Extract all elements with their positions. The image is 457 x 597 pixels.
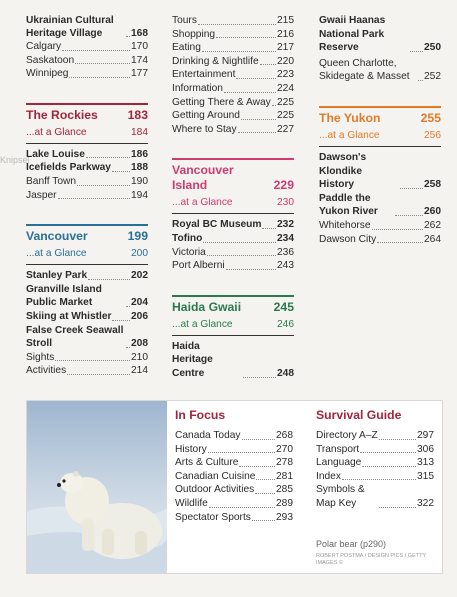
toc-entry-page: 223 bbox=[277, 69, 294, 81]
toc-entry-label: Symbols & Map Key bbox=[316, 484, 365, 509]
toc-entry-label: Haida Heritage Centre bbox=[172, 340, 213, 379]
toc-entry-label: Victoria bbox=[172, 246, 206, 258]
photo-credit: ROBERT POSTMA / DESIGN PICS / GETTY IMAGES © bbox=[316, 553, 427, 566]
toc-entry-label: Wildlife bbox=[175, 497, 208, 509]
glance-label: ...at a Glance bbox=[172, 197, 233, 209]
dot-leader bbox=[260, 64, 276, 65]
dot-leader bbox=[62, 50, 130, 51]
survival-guide-section bbox=[316, 407, 434, 511]
toc-entry-page: 202 bbox=[131, 270, 148, 282]
glance-label: ...at a Glance bbox=[26, 248, 87, 260]
glance-label: ...at a Glance bbox=[26, 126, 87, 138]
toc-entry-page: 214 bbox=[131, 365, 148, 377]
toc-entry-page: 306 bbox=[417, 443, 434, 455]
toc-entry-label: Getting There & Away bbox=[172, 96, 271, 108]
toc-entry-page: 285 bbox=[276, 484, 293, 496]
polar-bear-photo bbox=[27, 401, 167, 573]
toc-entry-label: Information bbox=[172, 82, 223, 94]
toc-entry-page: 258 bbox=[424, 179, 441, 191]
toc-entry-page: 313 bbox=[417, 457, 434, 469]
toc-entry[interactable] bbox=[316, 429, 434, 443]
toc-entry-page: 250 bbox=[424, 42, 441, 54]
toc-entry-page: 252 bbox=[424, 71, 441, 83]
toc-entry-label: Granville Island Public Market bbox=[26, 283, 102, 309]
toc-entry[interactable] bbox=[319, 233, 441, 247]
section-heading[interactable] bbox=[172, 300, 294, 315]
toc-entry[interactable] bbox=[316, 443, 434, 457]
at-a-glance-link[interactable] bbox=[26, 126, 148, 144]
toc-entry[interactable] bbox=[26, 14, 148, 40]
photo-caption: Polar bear (p290) bbox=[316, 539, 387, 549]
dot-leader bbox=[255, 493, 275, 494]
toc-entry[interactable] bbox=[319, 192, 441, 219]
toc-entry-label: Canada Today bbox=[175, 430, 241, 441]
toc-entry[interactable] bbox=[172, 55, 294, 69]
glance-page: 246 bbox=[277, 318, 294, 330]
toc-entry-label: Winnipeg bbox=[26, 68, 69, 80]
toc-entry-page: 264 bbox=[424, 233, 441, 245]
toc-entry-page: 278 bbox=[276, 457, 293, 469]
toc-entry[interactable] bbox=[316, 470, 434, 484]
dot-leader bbox=[77, 185, 130, 186]
toc-entry[interactable] bbox=[26, 351, 148, 365]
toc-entry-page: 208 bbox=[131, 338, 148, 350]
toc-entry[interactable] bbox=[26, 269, 148, 283]
dot-leader bbox=[88, 279, 130, 280]
glance-label: ...at a Glance bbox=[172, 318, 233, 330]
section-page: 245 bbox=[273, 299, 294, 314]
dot-leader bbox=[126, 347, 130, 348]
toc-entry-page: 322 bbox=[417, 497, 434, 509]
toc-entry-label: Canadian Cuisine bbox=[175, 470, 256, 482]
dot-leader bbox=[209, 507, 275, 508]
section-haida-gwaii bbox=[172, 295, 294, 381]
dot-leader bbox=[216, 37, 276, 38]
in-focus-heading: In Focus bbox=[175, 408, 226, 422]
at-a-glance-link[interactable] bbox=[319, 129, 441, 147]
toc-entry-page: 216 bbox=[277, 28, 294, 40]
dot-leader bbox=[418, 80, 423, 81]
dot-leader bbox=[379, 507, 416, 508]
dot-leader bbox=[112, 320, 130, 321]
toc-entry[interactable] bbox=[316, 483, 434, 510]
section-heading[interactable] bbox=[172, 163, 294, 193]
toc-entry[interactable] bbox=[172, 109, 294, 123]
toc-entry[interactable] bbox=[319, 219, 441, 233]
toc-entry-label: Sights bbox=[26, 351, 55, 363]
toc-entry-page: 281 bbox=[276, 470, 293, 482]
bottom-panel bbox=[26, 400, 443, 574]
section-vancouver bbox=[26, 224, 148, 378]
dot-leader bbox=[256, 479, 275, 480]
toc-entry[interactable] bbox=[26, 283, 148, 310]
section-title: The Rockies bbox=[26, 107, 98, 122]
toc-entry[interactable] bbox=[172, 123, 294, 137]
toc-entry[interactable] bbox=[172, 41, 294, 55]
toc-entry[interactable] bbox=[175, 483, 293, 497]
toc-entry-label: Ukrainian Cultural Heritage Village bbox=[26, 15, 114, 39]
toc-entry[interactable] bbox=[26, 67, 148, 81]
section-title: Haida Gwaii bbox=[172, 299, 242, 314]
dot-leader bbox=[236, 78, 276, 79]
toc-entry-page: 262 bbox=[424, 219, 441, 231]
toc-entry-label: Entertainment bbox=[172, 69, 236, 81]
dot-leader bbox=[272, 105, 276, 106]
toc-entry-label: Skiing at Whistler bbox=[26, 310, 112, 322]
toc-entry[interactable] bbox=[319, 151, 441, 192]
toc-column-2 bbox=[172, 14, 294, 381]
toc-entry[interactable] bbox=[175, 456, 293, 470]
toc-entry[interactable] bbox=[172, 82, 294, 96]
toc-entry[interactable] bbox=[316, 456, 434, 470]
toc-entry-page: 220 bbox=[277, 55, 294, 67]
toc-entry-page: 289 bbox=[276, 497, 293, 509]
glance-page: 230 bbox=[277, 197, 294, 209]
toc-entry[interactable] bbox=[26, 54, 148, 68]
section-title: The Yukon bbox=[319, 110, 381, 125]
toc-entry-label: Outdoor Activities bbox=[175, 484, 255, 496]
toc-entry-label: Eating bbox=[172, 42, 201, 54]
dot-leader bbox=[55, 360, 130, 361]
section-title: Vancouver Island bbox=[172, 163, 234, 193]
toc-entry[interactable] bbox=[175, 443, 293, 457]
dot-leader bbox=[238, 132, 276, 133]
toc-entry-page: 168 bbox=[131, 28, 148, 39]
toc-entry-label: Saskatoon bbox=[26, 54, 75, 66]
section-heading[interactable] bbox=[26, 229, 148, 244]
toc-column-3 bbox=[319, 14, 441, 246]
section-the-yukon bbox=[319, 106, 441, 246]
toc-entry[interactable] bbox=[175, 470, 293, 484]
toc-entry-page: 315 bbox=[417, 470, 434, 482]
toc-entry-page: 270 bbox=[276, 443, 293, 455]
toc-entry-label: History bbox=[175, 443, 207, 455]
dot-leader bbox=[400, 188, 423, 189]
glance-page: 256 bbox=[424, 129, 441, 141]
toc-entry-label: Tofino bbox=[172, 232, 203, 244]
toc-entry-label: Queen Charlotte, Skidegate & Masset bbox=[319, 57, 410, 83]
toc-entry[interactable] bbox=[172, 259, 294, 273]
watermark-text: Knipsel bbox=[0, 155, 30, 165]
toc-entry-label: Icefields Parkway bbox=[26, 162, 111, 174]
toc-entry[interactable] bbox=[175, 429, 293, 443]
dot-leader bbox=[342, 479, 416, 480]
dot-leader bbox=[75, 63, 130, 64]
toc-entry-page: 227 bbox=[277, 123, 294, 135]
toc-entry-label: Lake Louise bbox=[26, 148, 85, 160]
toc-entry-label: Stanley Park bbox=[26, 270, 88, 282]
dot-leader bbox=[226, 269, 276, 270]
dot-leader bbox=[242, 439, 275, 440]
toc-entry[interactable] bbox=[26, 161, 148, 175]
toc-entry[interactable] bbox=[26, 324, 148, 351]
toc-entry[interactable] bbox=[172, 232, 294, 246]
dot-leader bbox=[112, 171, 130, 172]
dot-leader bbox=[395, 215, 423, 216]
toc-entry-page: 194 bbox=[131, 189, 148, 201]
glance-label: ...at a Glance bbox=[319, 129, 380, 141]
toc-entry-page: 190 bbox=[131, 175, 148, 187]
toc-entry[interactable] bbox=[319, 57, 441, 84]
toc-entry-label: Activities bbox=[26, 365, 67, 377]
toc-entry-label: Drinking & Nightlife bbox=[172, 55, 259, 67]
section-page: 229 bbox=[273, 178, 294, 193]
dot-leader bbox=[86, 157, 130, 158]
dot-leader bbox=[126, 36, 130, 37]
toc-entry-label: Jasper bbox=[26, 189, 57, 201]
toc-entry[interactable] bbox=[26, 175, 148, 189]
dot-leader bbox=[58, 198, 130, 199]
toc-entry-label: Directory A–Z bbox=[316, 430, 378, 441]
toc-entry-label: Banff Town bbox=[26, 175, 77, 187]
dot-leader bbox=[362, 466, 416, 467]
toc-entry[interactable] bbox=[26, 310, 148, 324]
toc-entry[interactable] bbox=[172, 68, 294, 82]
dot-leader bbox=[252, 520, 275, 521]
dot-leader bbox=[224, 92, 276, 93]
dot-leader bbox=[67, 374, 130, 375]
survival-guide-heading: Survival Guide bbox=[316, 408, 402, 422]
toc-entry[interactable] bbox=[26, 148, 148, 162]
section-page: 199 bbox=[127, 229, 148, 244]
toc-entry-label: Tours bbox=[172, 15, 197, 26]
toc-entry-label: Arts & Culture bbox=[175, 457, 239, 469]
toc-entry-page: 260 bbox=[424, 206, 441, 218]
toc-entry-page: 204 bbox=[131, 297, 148, 309]
toc-entry[interactable] bbox=[172, 28, 294, 42]
toc-entry[interactable] bbox=[175, 511, 293, 525]
toc-entry-label: Dawson's Klondike History bbox=[319, 151, 367, 191]
glance-page: 184 bbox=[131, 126, 148, 138]
toc-entry-page: 188 bbox=[131, 162, 148, 174]
glance-page: 200 bbox=[131, 248, 148, 260]
toc-entry-label: Language bbox=[316, 457, 362, 469]
toc-entry-page: 234 bbox=[277, 232, 294, 244]
toc-entry-page: 236 bbox=[277, 246, 294, 258]
section-page: 183 bbox=[127, 107, 148, 122]
toc-entry-label: Port Alberni bbox=[172, 260, 225, 272]
toc-entry-page: 206 bbox=[131, 310, 148, 322]
dot-leader bbox=[377, 242, 423, 243]
toc-entry-page: 293 bbox=[276, 511, 293, 523]
toc-entry-page: 224 bbox=[277, 82, 294, 94]
toc-entry-page: 297 bbox=[417, 430, 434, 441]
toc-entry-label: Whitehorse bbox=[319, 219, 371, 231]
section-title: Vancouver bbox=[26, 229, 88, 244]
at-a-glance-link[interactable] bbox=[26, 247, 148, 265]
at-a-glance-link[interactable] bbox=[172, 318, 294, 336]
toc-entry-label: Gwaii Haanas National Park Reserve bbox=[319, 15, 386, 54]
dot-leader bbox=[262, 228, 276, 229]
dot-leader bbox=[239, 466, 275, 467]
toc-entry-label: Shopping bbox=[172, 28, 216, 40]
at-a-glance-link[interactable] bbox=[172, 196, 294, 214]
toc-entry-label: Paddle the Yukon River bbox=[319, 192, 378, 218]
dot-leader bbox=[126, 306, 130, 307]
section-heading[interactable] bbox=[26, 108, 148, 123]
dot-leader bbox=[208, 452, 275, 453]
toc-entry-page: 268 bbox=[276, 430, 293, 441]
section-the-rockies bbox=[26, 103, 148, 202]
toc-entry-page: 243 bbox=[277, 260, 294, 272]
dot-leader bbox=[69, 77, 130, 78]
toc-entry[interactable] bbox=[175, 497, 293, 511]
toc-entry-page: 248 bbox=[277, 367, 294, 379]
dot-leader bbox=[203, 242, 276, 243]
section-heading[interactable] bbox=[319, 111, 441, 126]
in-focus-section bbox=[175, 407, 293, 524]
toc-entry-page: 186 bbox=[131, 148, 148, 160]
toc-entry-label: Getting Around bbox=[172, 110, 240, 122]
toc-entry[interactable] bbox=[26, 189, 148, 203]
toc-entry-page: 210 bbox=[131, 351, 148, 363]
toc-entry-label: False Creek Seawall Stroll bbox=[26, 324, 124, 350]
dot-leader bbox=[372, 229, 423, 230]
dot-leader bbox=[241, 119, 276, 120]
toc-entry-label: Index bbox=[316, 470, 341, 482]
dot-leader bbox=[243, 377, 276, 378]
toc-entry-label: Dawson City bbox=[319, 233, 377, 245]
toc-entry[interactable] bbox=[26, 40, 148, 54]
dot-leader bbox=[360, 452, 416, 453]
dot-leader bbox=[207, 255, 276, 256]
toc-entry[interactable] bbox=[172, 96, 294, 110]
toc-entry-page: 215 bbox=[277, 15, 294, 26]
dot-leader bbox=[198, 24, 276, 25]
toc-entry[interactable] bbox=[172, 218, 294, 232]
toc-entry-page: 177 bbox=[131, 68, 148, 80]
toc-entry[interactable] bbox=[172, 246, 294, 260]
section-vancouver-island bbox=[172, 158, 294, 272]
toc-column-1 bbox=[26, 14, 148, 378]
toc-entry-page: 232 bbox=[277, 219, 294, 231]
toc-entry-label: Spectator Sports bbox=[175, 511, 251, 523]
toc-entry-page: 170 bbox=[131, 41, 148, 52]
toc-entry-page: 217 bbox=[277, 42, 294, 54]
toc-entry-label: Royal BC Museum bbox=[172, 219, 262, 231]
toc-entry-page: 174 bbox=[131, 54, 148, 66]
toc-entry-label: Transport bbox=[316, 443, 360, 455]
toc-entry-label: Where to Stay bbox=[172, 123, 237, 135]
dot-leader bbox=[379, 439, 416, 440]
toc-entry-page: 225 bbox=[277, 110, 294, 122]
toc-entry-page: 225 bbox=[277, 96, 294, 108]
toc-entry-label: Calgary bbox=[26, 41, 62, 52]
toc-entry[interactable] bbox=[319, 14, 441, 55]
toc-entry[interactable] bbox=[172, 14, 294, 28]
dot-leader bbox=[410, 51, 423, 52]
dot-leader bbox=[202, 51, 276, 52]
toc-entry[interactable] bbox=[26, 364, 148, 378]
toc-entry[interactable] bbox=[172, 340, 294, 381]
section-page: 255 bbox=[420, 110, 441, 125]
